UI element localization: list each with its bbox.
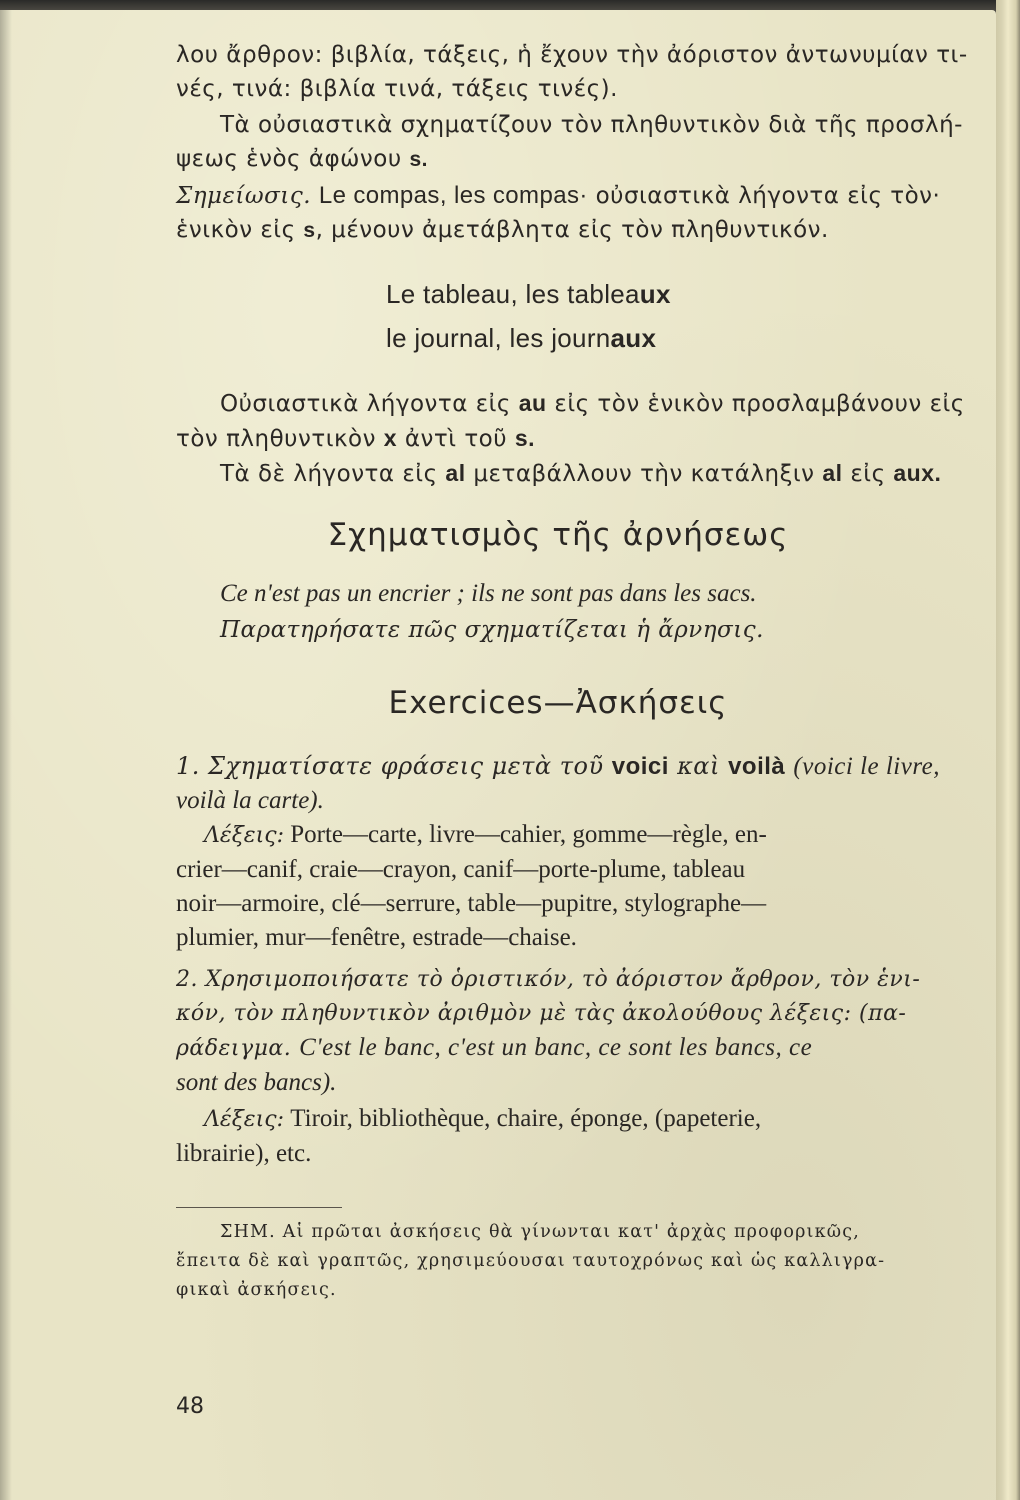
example-text: le journal, les journ (386, 323, 611, 353)
text-span: (voici le livre, (793, 753, 940, 780)
rule-paragraph (176, 386, 965, 491)
exercise-number: 2. (176, 967, 198, 992)
text-span: C'est le banc, c'est un banc, ce sont les bancs, ce (299, 1034, 813, 1061)
example-text: Le tableau, les tablea (386, 279, 640, 309)
text-span: εἰς (850, 461, 886, 487)
letter-s: s. (514, 425, 536, 451)
ending-al: al (822, 460, 843, 486)
note-label: Σημείωσις. (176, 183, 312, 209)
text-line (176, 421, 940, 456)
text-span: , μένουν ἀμετάβλητα εἰς τὸν πληθυντικόν. (315, 217, 829, 243)
text-line: librairie), etc. (176, 1140, 312, 1167)
exercise-2 (176, 963, 940, 1171)
note-greek: οὐσιαστικὰ λήγοντα εἰς τὸν· (595, 183, 941, 209)
negation-block (176, 577, 940, 647)
text-line (176, 142, 940, 177)
footnote-line: ἔπειτα δὲ καὶ γραπτῶς, χρησιμεύουσαι ταυτοχρόνως καὶ ὡς καλλιγρα- (176, 1251, 886, 1271)
page-number: 48 (176, 1394, 204, 1419)
text-span: ψεως ἑνὸς ἀφώνου (176, 146, 402, 172)
text-line: κόν, τὸν πληθυντικὸν ἀριθμὸν μὲ τὰς ἀκολούθους λέξεις: (πα- (176, 1001, 907, 1026)
footnote-line: φικαὶ ἀσκήσεις. (176, 1280, 337, 1300)
letter-s: s. (409, 148, 428, 171)
example-block (176, 272, 940, 360)
note-french: Le compas, les compas· (318, 182, 588, 209)
text-span: μεταβάλλουν τὴν κατάληξιν (473, 461, 815, 487)
text-span: Οὐσιαστικὰ λήγοντα εἰς (220, 391, 511, 417)
note-line (176, 179, 940, 213)
ending-al: al (445, 460, 466, 486)
text-line: voilà la carte). (176, 787, 324, 814)
ending-au: au (518, 390, 547, 416)
text-line: νές, τινά: βιβλία τινά, τάξεις τινές). (176, 76, 618, 102)
text-line (176, 963, 940, 997)
text-span: ἑνικὸν εἰς (176, 217, 296, 243)
text-span: Χρησιμοποιήσατε τὸ ὁριστικόν, τὸ ἀόριστον ἄρθρον, τὸν ἑνι- (205, 967, 921, 992)
text-line: plumier, mur—fenêtre, estrade—chaise. (176, 924, 577, 951)
word-voila: voilà (728, 753, 786, 780)
text-line (176, 386, 965, 421)
text-line: noir—armoire, clé—serrure, table—pupitre, stylographe— (176, 890, 767, 917)
text-line: sont des bancs). (176, 1069, 337, 1096)
page-content (176, 38, 968, 1305)
exercise-1-instruction (176, 749, 940, 784)
text-span: καὶ (677, 752, 720, 780)
word-voici: voici (611, 753, 669, 780)
negation-french: Ce n'est pas un encrier ; ils ne sont pas dans les sacs. (220, 580, 757, 607)
text-span: ἀντὶ τοῦ (404, 426, 508, 452)
intro-paragraph (176, 38, 968, 248)
example-ending: ux (639, 279, 671, 309)
text-line (176, 1031, 940, 1066)
letter-s: s (303, 219, 316, 242)
text-span: τὸν πληθυντικὸν (176, 426, 376, 452)
text-span: Τὰ δὲ λήγοντα εἰς (220, 461, 438, 487)
text-line (176, 213, 940, 248)
page-right-edge (996, 0, 1020, 1500)
exercise-1 (176, 749, 940, 955)
footnote-line: ΣΗΜ. Αἱ πρῶται ἀσκήσεις θὰ γίνωνται κατ' ἀρχὰς προφορικῶς, (220, 1222, 860, 1242)
page-gutter-shadow (0, 10, 12, 1500)
text-span: Σχηματίσατε φράσεις μετὰ τοῦ (208, 752, 604, 780)
text-line: Τὰ οὐσιαστικὰ σχηματίζουν τὸν πληθυντικὸν διὰ τῆς προσλή- (220, 112, 963, 138)
text-line: λου ἄρθρον: βιβλία, τάξεις, ἡ ἔχουν τὴν ἀόριστον ἀντωνυμίαν τι- (176, 42, 968, 68)
exercises-heading: Exercices—Ἀσκήσεις (388, 685, 728, 721)
negation-greek: Παρατηρήσατε πῶς σχηματίζεται ἡ ἄρνησις. (220, 617, 764, 643)
ending-aux: aux. (893, 460, 942, 486)
text-span: ράδειγμα. (176, 1036, 292, 1061)
text-line (176, 456, 940, 491)
exercise-number: 1. (176, 752, 200, 780)
lexeis-label: Λέξεις: (204, 823, 284, 848)
text-span: Porte—carte, livre—cahier, gomme—règle, en- (290, 821, 767, 848)
footnote-rule (176, 1207, 342, 1208)
text-line: crier—canif, craie—crayon, canif—porte-plume, tableau (176, 856, 746, 883)
footnote-block (176, 1207, 940, 1305)
example-line-journal (176, 316, 940, 360)
example-ending: aux (610, 323, 657, 353)
example-line-tableau (176, 272, 940, 316)
negation-heading: Σχηματισμὸς τῆς ἀρνήσεως (327, 517, 789, 553)
text-span: Tiroir, bibliothèque, chaire, éponge, (papeterie, (290, 1105, 762, 1132)
text-span: εἰς τὸν ἑνικὸν προσλαμβάνουν εἰς (554, 391, 965, 417)
lexeis-label: Λέξεις: (204, 1107, 284, 1132)
text-line (176, 818, 940, 853)
ending-x: x (383, 425, 398, 451)
text-line (176, 1102, 940, 1137)
